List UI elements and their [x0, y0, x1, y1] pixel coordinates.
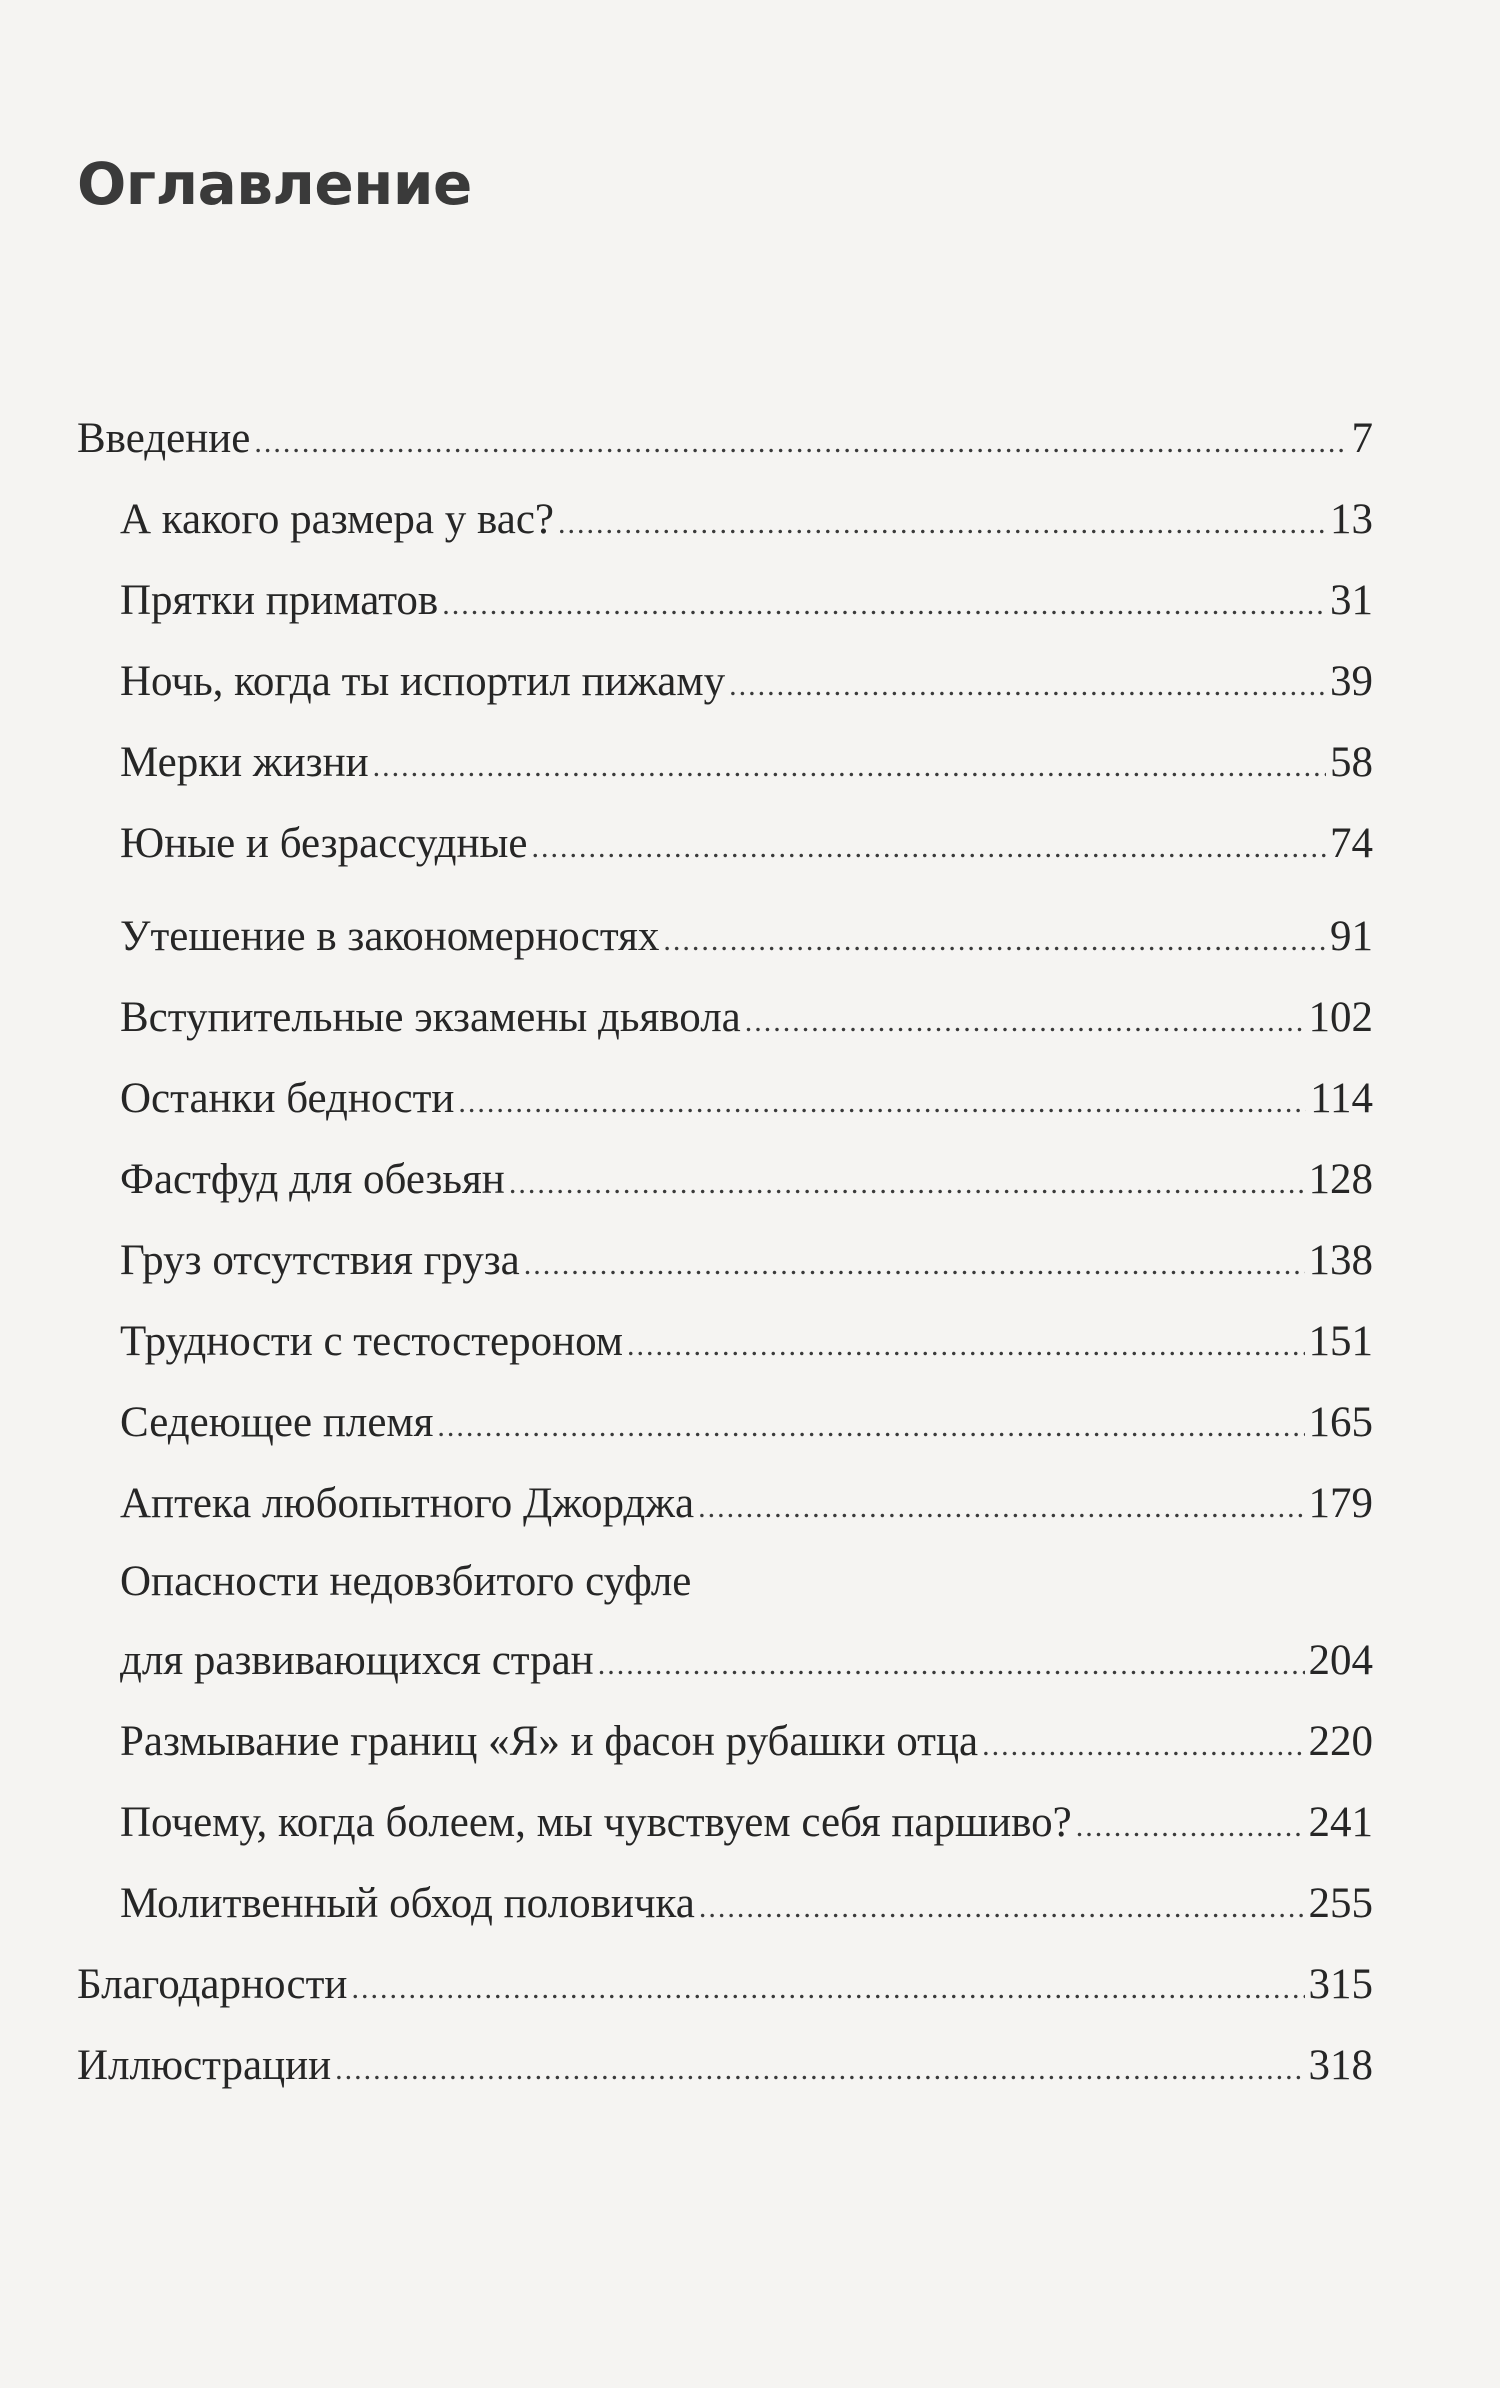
- toc-entry-introduction: [77, 398, 1373, 479]
- dot-leader: [558, 483, 1326, 564]
- toc-entry-label: Вступительные экзамены дьявола: [120, 994, 741, 1041]
- toc-entry-chapter: [77, 1463, 1373, 1544]
- toc-entry-label: Размывание границ «Я» и фасон рубашки отца: [120, 1718, 979, 1765]
- dot-leader: [509, 1143, 1305, 1224]
- toc-entry-line2: [120, 1620, 1373, 1701]
- toc-entry-label: Молитвенный обход половичка: [120, 1880, 695, 1927]
- toc-entry-label: Фастфуд для обезьян: [120, 1156, 505, 1203]
- toc-entry-label: Груз отсутствия груза: [120, 1237, 520, 1284]
- toc-entry-label-line1: Опасности недовзбитого суфле: [120, 1558, 692, 1605]
- toc-page-number: 138: [1308, 1237, 1373, 1284]
- toc-page-number: 220: [1308, 1718, 1373, 1765]
- toc-page-number: 31: [1330, 577, 1373, 624]
- dot-leader: [745, 981, 1305, 1062]
- dot-leader: [698, 1467, 1304, 1548]
- dot-leader: [335, 2029, 1304, 2110]
- dot-leader: [437, 1386, 1304, 1467]
- dot-leader: [351, 1948, 1304, 2029]
- toc-page-number: 255: [1308, 1880, 1373, 1927]
- toc-entry-label: Мерки жизни: [120, 739, 369, 786]
- toc-entry-chapter: [77, 977, 1373, 1058]
- toc-entry-chapter: [77, 641, 1373, 722]
- toc-page-number: 204: [1308, 1637, 1373, 1684]
- toc-page-number: 102: [1308, 994, 1373, 1041]
- toc-page-number: 315: [1308, 1961, 1373, 2008]
- dot-leader: [699, 1867, 1305, 1948]
- toc-entry-chapter: [77, 1301, 1373, 1382]
- dot-leader: [627, 1305, 1305, 1386]
- page-title: Оглавление: [77, 150, 472, 218]
- dot-leader: [442, 564, 1326, 645]
- toc-entry-label: Останки бедности: [120, 1075, 455, 1122]
- toc-entry-chapter: [77, 1220, 1373, 1301]
- dot-leader: [524, 1224, 1305, 1305]
- toc-page-number: 318: [1308, 2042, 1373, 2089]
- toc-page-number: 165: [1308, 1399, 1373, 1446]
- toc-page-number: 241: [1308, 1799, 1373, 1846]
- table-of-contents: [77, 398, 1373, 2106]
- toc-entry-chapter: [77, 803, 1373, 884]
- toc-page-number: 91: [1330, 913, 1373, 960]
- toc-entry-acknowledgements: [77, 1944, 1373, 2025]
- toc-page-number: 13: [1330, 496, 1373, 543]
- toc-entry-chapter: [77, 896, 1373, 977]
- toc-entry-label: Трудности с тестостероном: [120, 1318, 623, 1365]
- toc-entry-label: А какого размера у вас?: [120, 496, 554, 543]
- dot-leader: [598, 1624, 1305, 1705]
- toc-entry-chapter: [77, 1782, 1373, 1863]
- toc-page-number: 179: [1308, 1480, 1373, 1527]
- toc-entry-label: Иллюстрации: [77, 2042, 332, 2089]
- toc-entry-label: Седеющее племя: [120, 1399, 434, 1446]
- toc-entry-chapter: [77, 1382, 1373, 1463]
- toc-entry-label: Введение: [77, 415, 251, 462]
- dot-leader: [663, 900, 1326, 981]
- toc-page-number: 74: [1330, 820, 1373, 867]
- toc-page-number: 114: [1310, 1075, 1373, 1122]
- toc-entry-illustrations: [77, 2025, 1373, 2106]
- toc-entry-label: Ночь, когда ты испортил пижаму: [120, 658, 726, 705]
- toc-entry-label: Прятки приматов: [120, 577, 439, 624]
- toc-entry-label-line2: для развивающихся стран: [120, 1637, 594, 1684]
- toc-entry-chapter: [77, 722, 1373, 803]
- toc-page-number: 58: [1330, 739, 1373, 786]
- toc-entry-chapter-multiline: [77, 1544, 1373, 1701]
- dot-leader: [373, 726, 1326, 807]
- toc-entry-label: Утешение в закономерностях: [120, 913, 660, 960]
- toc-page-number: 7: [1351, 415, 1373, 462]
- toc-entry-label: Почему, когда болеем, мы чувствуем себя паршиво?: [120, 1799, 1072, 1846]
- toc-entry-chapter: [77, 1058, 1373, 1139]
- toc-entry-label: Аптека любопытного Джорджа: [120, 1480, 695, 1527]
- toc-entry-label: Благодарности: [77, 1961, 348, 2008]
- toc-entry-chapter: [77, 1863, 1373, 1944]
- dot-leader: [531, 807, 1326, 888]
- toc-page-number: 128: [1308, 1156, 1373, 1203]
- toc-page-number: 39: [1330, 658, 1373, 705]
- toc-page-number: 151: [1308, 1318, 1373, 1365]
- toc-entry-label: Юные и безрассудные: [120, 820, 528, 867]
- dot-leader: [458, 1062, 1306, 1143]
- dot-leader: [1076, 1786, 1305, 1867]
- dot-leader: [982, 1705, 1304, 1786]
- toc-entry-chapter: [77, 479, 1373, 560]
- toc-entry-chapter: [77, 560, 1373, 641]
- dot-leader: [254, 402, 1347, 483]
- toc-entry-chapter: [77, 1139, 1373, 1220]
- toc-entry-chapter: [77, 1701, 1373, 1782]
- dot-leader: [729, 645, 1326, 726]
